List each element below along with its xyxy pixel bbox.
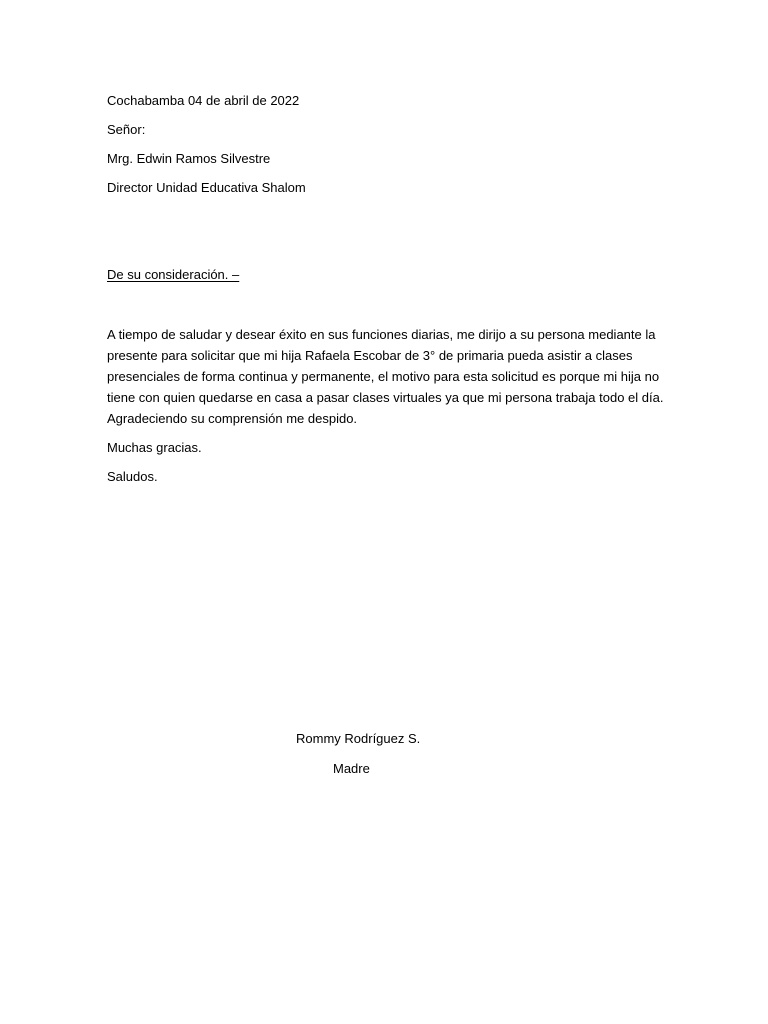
signature-role: Madre: [333, 761, 370, 776]
body-line: A tiempo de saludar y desear éxito en sus funciones diarias, me dirijo a su persona mediante la: [107, 327, 656, 342]
gratitude-line: Muchas gracias.: [107, 440, 202, 455]
signature-name: Rommy Rodríguez S.: [296, 731, 421, 746]
body-line: presenciales de forma continua y permanente, el motivo para esta solicitud es porque mi hija no: [107, 369, 660, 384]
date-line: Cochabamba 04 de abril de 2022: [107, 93, 300, 108]
body-line: tiene con quien quedarse en casa a pasar clases virtuales ya que mi persona trabaja todo el día.: [107, 390, 664, 405]
body-line: presente para solicitar que mi hija Rafaela Escobar de 3° de primaria pueda asistir a clases: [107, 348, 633, 363]
recipient-title: Director Unidad Educativa Shalom: [107, 180, 306, 195]
thanks-line: Agradeciendo su comprensión me despido.: [107, 411, 358, 426]
body-paragraph: [107, 324, 667, 408]
subject-line: De su consideración. –: [107, 267, 240, 282]
closing-line: Saludos.: [107, 469, 158, 484]
recipient-name: Mrg. Edwin Ramos Silvestre: [107, 151, 271, 166]
salutation: Señor:: [107, 122, 146, 137]
